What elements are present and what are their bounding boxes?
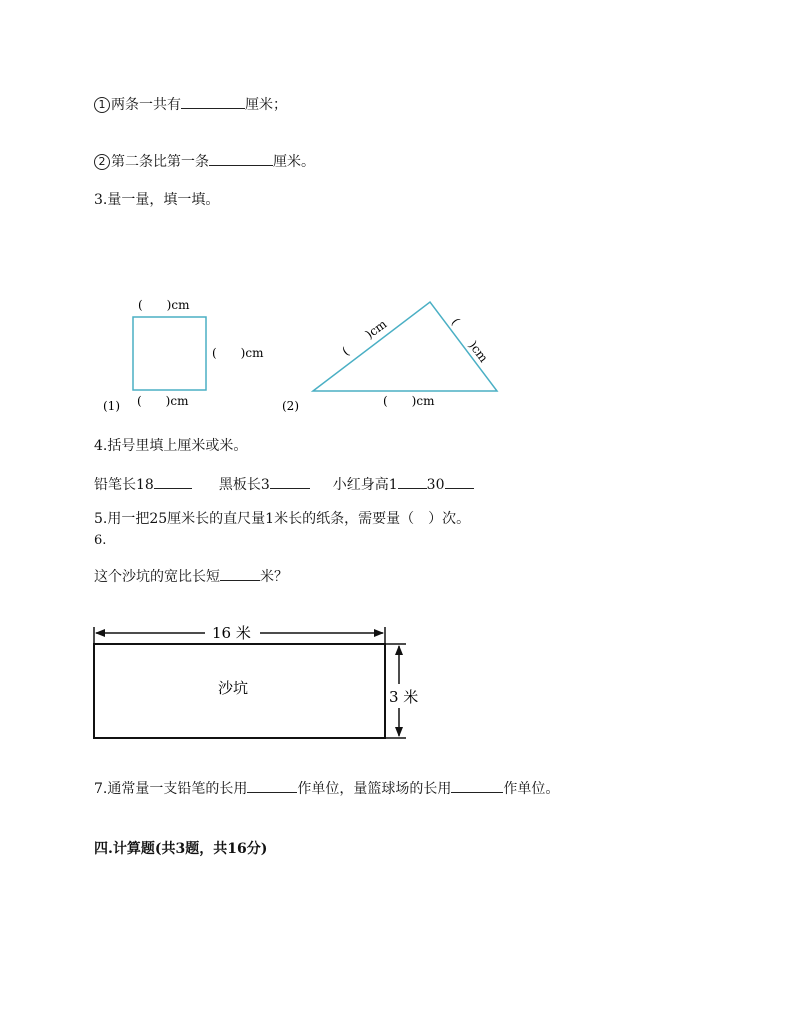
- q6-number: 6.: [94, 533, 107, 548]
- q7-text-part1: 7.通常量一支铅笔的长用: [94, 781, 248, 797]
- triangle-right-label: ( )cm: [448, 315, 491, 365]
- q3-title: 3.量一量，填一填。: [94, 192, 220, 208]
- triangle-bottom-label: ( )cm: [383, 394, 435, 408]
- section-title: 四.计算题(共3题，共16分): [94, 841, 268, 857]
- q7-text-part2: 作单位，量篮球场的长用: [297, 781, 452, 797]
- q7-text-part3: 作单位。: [503, 781, 560, 797]
- answer-blank[interactable]: [220, 566, 260, 581]
- q2-item-1-text: 两条一共有: [111, 97, 181, 113]
- arrow-up-icon: [395, 645, 403, 655]
- q4-height-cm: 30: [426, 477, 445, 493]
- q2-item-2-text: 第二条比第一条: [111, 154, 209, 170]
- q4-title: 4.括号里填上厘米或米。: [94, 438, 248, 454]
- triangle-left-label: ( )cm: [339, 316, 390, 359]
- square-index: (1): [103, 399, 120, 413]
- q2-item-2-unit: 厘米。: [273, 154, 315, 170]
- q4-height-text: 小红身高1: [332, 477, 398, 493]
- q7-text: [94, 778, 559, 798]
- q4-items: [94, 474, 474, 494]
- circled-number: 2: [94, 154, 110, 170]
- square-shape: [133, 317, 206, 390]
- q6-question-text: 这个沙坑的宽比长短: [94, 569, 220, 585]
- arrow-left-icon: [95, 629, 105, 637]
- answer-blank[interactable]: [154, 474, 192, 489]
- square-bottom-label: ( )cm: [137, 394, 189, 408]
- arrow-right-icon: [374, 629, 384, 637]
- length-label: 16 米: [212, 624, 251, 642]
- q6-question-unit: 米？: [260, 569, 288, 585]
- answer-blank[interactable]: [445, 474, 474, 489]
- triangle-index: (2): [282, 399, 299, 413]
- answer-blank[interactable]: [247, 778, 297, 793]
- q5-text: 5.用一把25厘米长的直尺量1米长的纸条，需要量（ ）次。: [94, 511, 471, 527]
- width-label: 3 米: [389, 688, 419, 706]
- square-right-label: ( )cm: [212, 346, 264, 360]
- answer-blank[interactable]: [398, 474, 427, 489]
- q2-item-1-unit: 厘米；: [245, 97, 287, 113]
- sandpit-label: 沙坑: [218, 679, 249, 697]
- arrow-down-icon: [395, 727, 403, 737]
- square-top-label: ( )cm: [138, 298, 190, 312]
- q4-board-text: 黑板长3: [218, 477, 270, 493]
- q6-question: [94, 566, 288, 586]
- answer-blank[interactable]: [451, 778, 503, 793]
- answer-blank[interactable]: [270, 474, 310, 489]
- q4-pencil-text: 铅笔长18: [94, 477, 154, 493]
- circled-number: 1: [94, 97, 110, 113]
